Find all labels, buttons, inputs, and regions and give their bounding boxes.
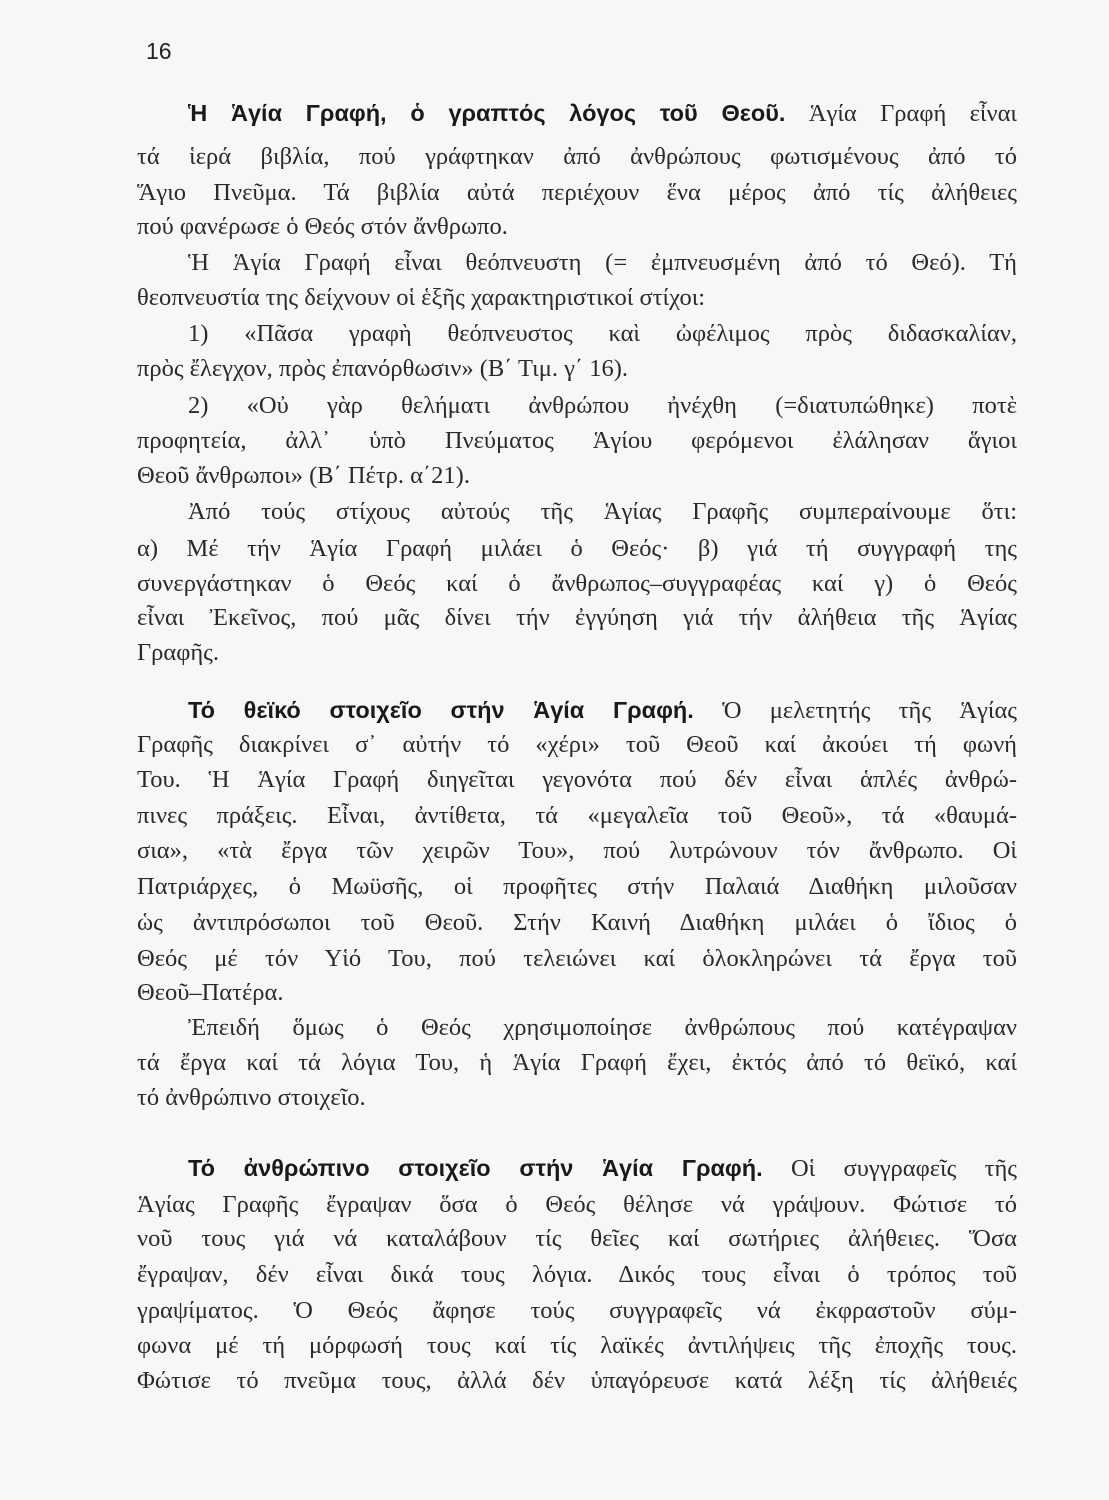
section2-line: τά ἔργα καί τά λόγια Του, ἡ Ἁγία Γραφή ἔχει, ἐκτός ἀπό τό θεϊκό, καί (137, 1049, 1017, 1076)
section1-line: 1) «Πᾶσα γραφὴ θεόπνευστος καὶ ὠφέλιμος πρὸς διδασκαλίαν, (188, 320, 1017, 347)
section2-line: Πατριάρχες, ὁ Μωϋσῆς, οἱ προφῆτες στήν Παλαιά Διαθήκη μιλοῦσαν (137, 873, 1017, 900)
section3-line: νοῦ τους γιά νά καταλάβουν τίς θεῖες καί σωτήριες ἀλήθειες. Ὅσα (137, 1225, 1017, 1252)
section2-line: Θεοῦ–Πατέρα. (137, 979, 284, 1006)
section1-line: πού φανέρωσε ὁ Θεός στόν ἄνθρωπο. (137, 213, 508, 240)
section3-line: Ἁγίας Γραφῆς ἔγραψαν ὅσα ὁ Θεός θέλησε νά γράψουν. Φώτισε τό (137, 1191, 1017, 1218)
section3-line: φωνα μέ τή μόρφωσή τους καί τίς λαϊκές ἀντιλήψεις τῆς ἐποχῆς τους. (137, 1332, 1017, 1359)
section1-line: 2) «Οὐ γὰρ θελήματι ἀνθρώπου ἠνέχθη (=διατυπώθηκε) ποτὲ (188, 392, 1017, 419)
section1-line: τά ἱερά βιβλία, πού γράφτηκαν ἀπό ἀνθρώπους φωτισμένους ἀπό τό (137, 143, 1017, 170)
section2-heading: Τό θεϊκό στοιχεῖο στήν Ἁγία Γραφή. (188, 697, 694, 723)
section3-line: γραψίματος. Ὁ Θεός ἄφησε τούς συγγραφεῖς νά ἐκφραστοῦν σύμ- (137, 1297, 1017, 1324)
section3-line-0 (188, 1153, 1017, 1184)
section2-line: Θεός μέ τόν Υἱό Του, πού τελειώνει καί ὁλοκληρώνει τά ἔργα τοῦ (137, 945, 1017, 972)
section1-line: πρὸς ἔλεγχον, πρὸς ἐπανόρθωσιν» (Β΄ Τιμ. γ΄ 16). (137, 355, 629, 382)
section2-line: τό ἀνθρώπινο στοιχεῖο. (137, 1084, 366, 1111)
section1-line: θεοπνευστία της δείχνουν οἱ ἑξῆς χαρακτηριστικοί στίχοι: (137, 284, 706, 311)
section1-line: Θεοῦ ἄνθρωποι» (Β΄ Πέτρ. α΄21). (137, 462, 470, 489)
section2-line: ὡς ἀντιπρόσωποι τοῦ Θεοῦ. Στήν Καινή Διαθήκη μιλάει ὁ ἴδιος ὁ (137, 909, 1017, 936)
section3-text: Οἱ συγγραφεῖς τῆς (790, 1155, 1018, 1182)
section1-line: προφητεία, ἀλλ᾽ ὑπὸ Πνεύματος Ἁγίου φερόμενοι ἐλάλησαν ἅγιοι (137, 427, 1017, 454)
section1-line: εἶναι Ἐκεῖνος, πού μᾶς δίνει τήν ἐγγύηση γιά τήν ἀλήθεια τῆς Ἁγίας (137, 604, 1017, 631)
page-number: 16 (146, 38, 172, 64)
section1-line: α) Μέ τήν Ἁγία Γραφή μιλάει ὁ Θεός· β) γιά τή συγγραφή της (137, 535, 1017, 562)
section1-line-0 (188, 98, 1017, 129)
section1-line: Ἀπό τούς στίχους αὐτούς τῆς Ἁγίας Γραφῆς συμπεραίνουμε ὅτι: (188, 498, 1017, 525)
section1-line: Ἅγιο Πνεῦμα. Τά βιβλία αὐτά περιέχουν ἕνα μέρος ἀπό τίς ἀλήθειες (137, 179, 1017, 206)
section3-heading: Τό ἀνθρώπινο στοιχεῖο στήν Ἁγία Γραφή. (188, 1155, 763, 1181)
section2-line: σια», «τὰ ἔργα τῶν χειρῶν Του», πού λυτρώνουν τόν ἄνθρωπο. Οἱ (137, 837, 1017, 864)
section1-line: Ἡ Ἁγία Γραφή εἶναι θεόπνευστη (= ἐμπνευσμένη ἀπό τό Θεό). Τή (188, 249, 1017, 276)
section2-line: πινες πράξεις. Εἶναι, ἀντίθετα, τά «μεγαλεῖα τοῦ Θεοῦ», τά «θαυμά- (137, 802, 1017, 829)
section1-line: συνεργάστηκαν ὁ Θεός καί ὁ ἄνθρωπος–συγγραφέας καί γ) ὁ Θεός (137, 570, 1017, 597)
section3-line: Φώτισε τό πνεῦμα τους, ἀλλά δέν ὑπαγόρευσε κατά λέξη τίς ἀλήθειές (137, 1367, 1017, 1394)
section2-line: Ἐπειδή ὅμως ὁ Θεός χρησιμοποίησε ἀνθρώπους πού κατέγραψαν (188, 1014, 1017, 1041)
section2-line: Του. Ἡ Ἁγία Γραφή διηγεῖται γεγονότα πού δέν εἶναι ἁπλές ἀνθρώ- (137, 766, 1017, 793)
section3-line: ἔγραψαν, δέν εἶναι δικά τους λόγια. Δικός τους εἶναι ὁ τρόπος τοῦ (137, 1261, 1017, 1288)
section2-line-0 (188, 695, 1017, 726)
section1-heading: Ἡ Ἁγία Γραφή, ὁ γραπτός λόγος τοῦ Θεοῦ. (188, 100, 786, 126)
section1-text: Ἁγία Γραφή εἶναι (808, 100, 1018, 127)
section2-line: Γραφῆς διακρίνει σ᾽ αὐτήν τό «χέρι» τοῦ Θεοῦ καί ἀκούει τή φωνή (137, 731, 1017, 758)
section1-line: Γραφῆς. (137, 639, 220, 666)
section2-text: Ὁ μελετητής τῆς Ἁγίας (722, 697, 1018, 724)
